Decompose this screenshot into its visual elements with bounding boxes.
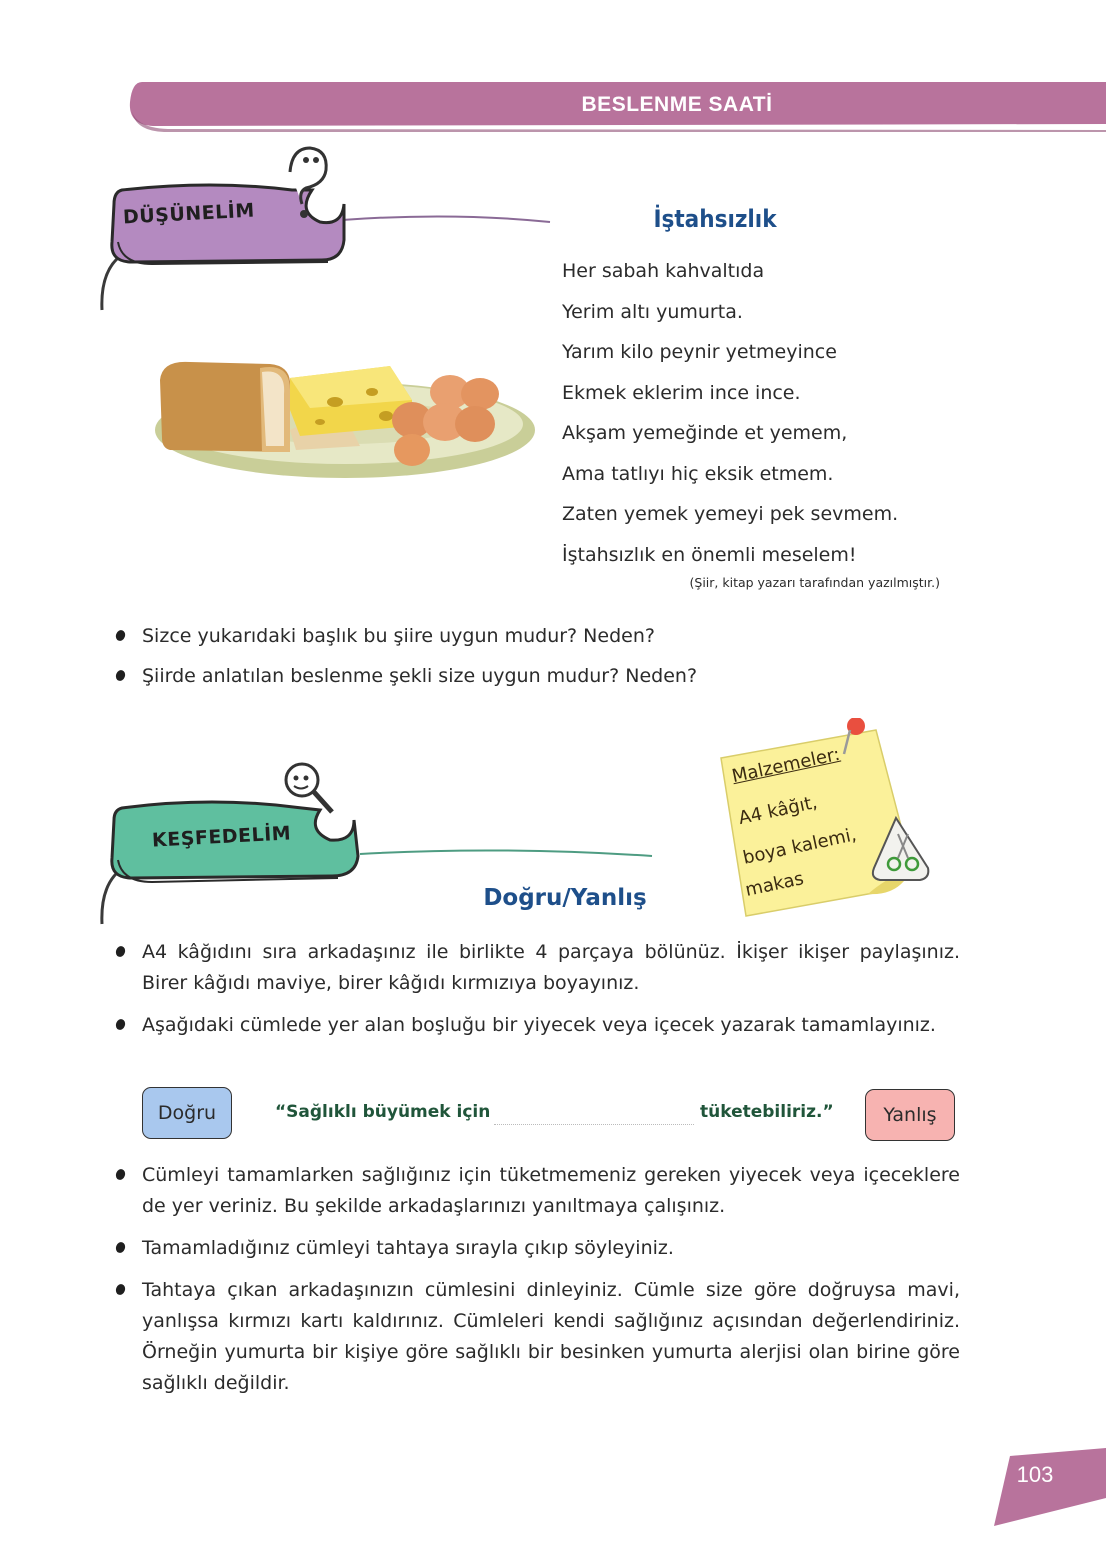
false-card: Yanlış [865,1089,955,1141]
poem-line: Ekmek eklerim ince ince. [562,381,801,404]
step-text: Aşağıdaki cümlede yer alan boşluğu bir yiyecek veya içecek yazarak tamamlayınız. [142,1014,936,1036]
step-text: A4 kâğıdını sıra arkadaşınız ile birlikte 4 parçaya bölünüz. İkişer ikişer paylaşınız. Birer kâğıdı maviye, birer kâğıdı kırmızıya boyayınız. [142,941,960,994]
bullet-icon [114,629,126,642]
page-number: 103 [1016,1462,1054,1487]
question-text: Şiirde anlatılan beslenme şekli size uygun mudur? Neden? [142,665,698,687]
activity-title: Doğru/Yanlış [483,885,647,911]
think-badge-label: DÜŞÜNELİM [122,199,256,229]
list-item [110,1233,960,1264]
activity-steps-bottom [110,1160,960,1399]
list-item [110,1160,960,1222]
bullet-icon [114,1283,126,1296]
true-card: Doğru [142,1087,232,1139]
step-text: Tahtaya çıkan arkadaşınızın cümlesini dinleyiniz. Cümle size göre doğruysa mavi, yanlışsa kırmızı kartı kaldırınız. Cümleleri kendi sağlığınız açısından değerlendiriniz. Örneğin yumurta bir kişiye göre sağlıklı bir besinken yumurta alerjisi olan birine göre sağlıklı değildir. [142,1279,960,1394]
page-number-tab [990,1448,1106,1528]
bullet-icon [114,945,126,958]
poem-credit: (Şiir, kitap yazarı tarafından yazılmıştır.) [689,575,940,590]
discover-badge-label: KEŞFEDELİM [151,822,292,852]
materials-item: A4 kâğıt, [736,791,820,830]
sentence-end: tüketebiliriz.” [700,1102,834,1122]
think-badge [92,142,562,312]
list-item [110,621,960,652]
list-item [110,937,960,999]
bullet-icon [114,1241,126,1254]
think-questions [110,621,960,692]
bullet-icon [114,669,126,682]
sentence-start: “Sağlıklı büyümek için [275,1102,491,1122]
step-text: Cümleyi tamamlarken sağlığınız için tüketmemeniz gereken yiyecek veya içeceklere de yer veriniz. Bu şekilde arkadaşlarınızı yanıltmaya çalışınız. [142,1164,960,1217]
poem-line: İştahsızlık en önemli meselem! [562,543,857,566]
poem-line: Her sabah kahvaltıda [562,260,765,282]
poem-line: Ama tatlıyı hiç eksik etmem. [562,462,834,485]
breakfast-plate-illustration [150,350,540,480]
activity-steps-top [110,937,960,1041]
question-text: Sizce yukarıdaki başlık bu şiire uygun mudur? Neden? [142,625,655,647]
poem-line: Yarım kilo peynir yetmeyince [562,341,837,363]
poem-line: Yerim altı yumurta. [562,300,743,323]
poem-title: İştahsızlık [653,205,777,233]
step-text: Tamamladığınız cümleyi tahtaya sırayla çıkıp söyleyiniz. [142,1237,674,1259]
page-header-title: BESLENME SAATİ [581,93,773,116]
materials-item: makas [743,868,806,901]
list-item [110,661,960,692]
blank-line [494,1124,694,1125]
poem-body [562,256,962,580]
list-item [110,1010,960,1041]
materials-item: boya kalemi, [741,824,859,869]
poem-line: Akşam yemeğinde et yemem, [562,422,848,444]
list-item [110,1275,960,1399]
bullet-icon [114,1168,126,1181]
bullet-icon [114,1018,126,1031]
materials-title: Malzemeler: [730,743,842,788]
poem-line: Zaten yemek yemeyi pek sevmem. [562,503,899,525]
